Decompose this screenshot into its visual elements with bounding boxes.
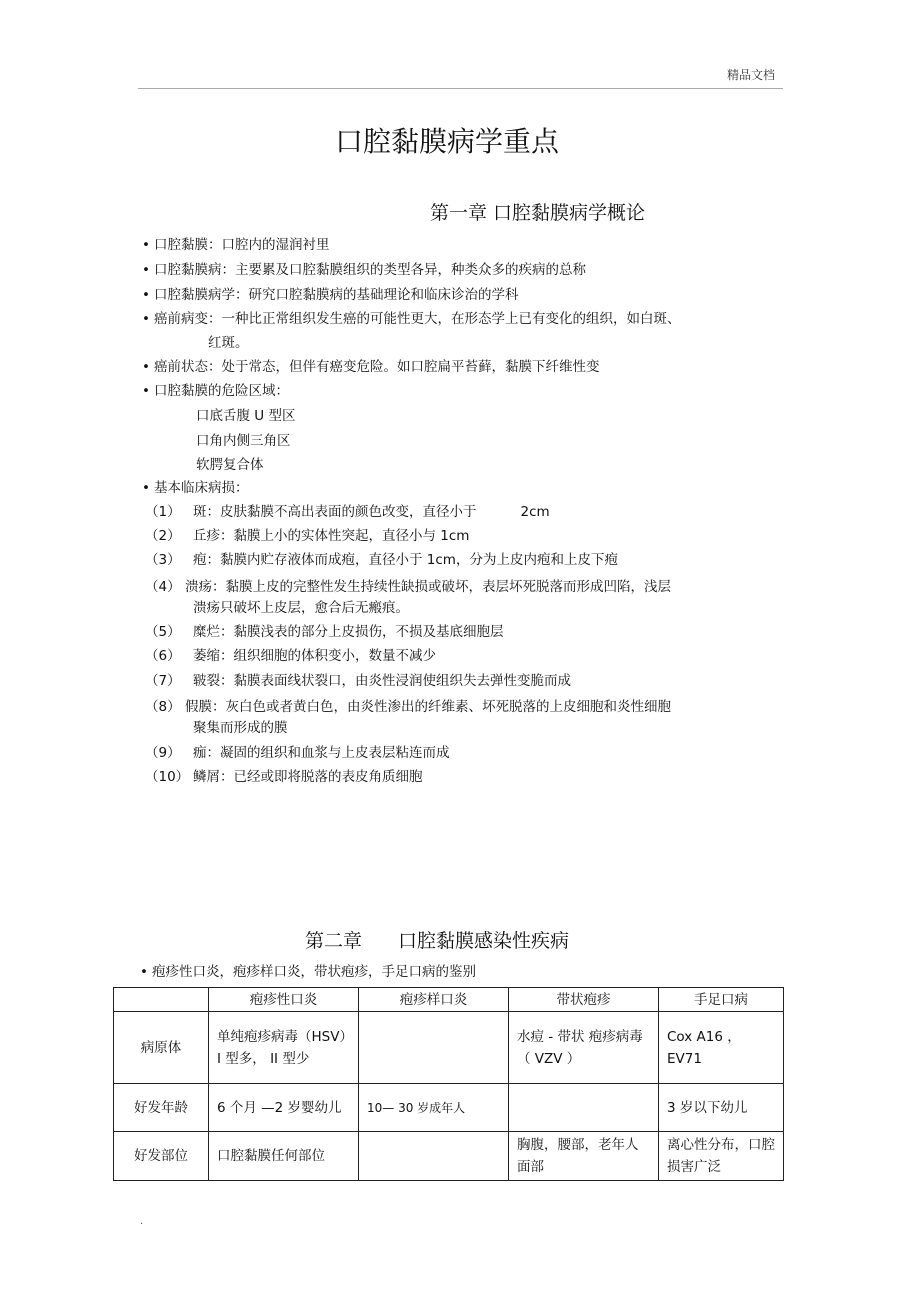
table-cell: 水痘 - 带状 疱疹病毒（ VZV ） <box>509 1012 659 1084</box>
bullet-icon: • <box>142 383 150 399</box>
list-item: • 基本临床病损： <box>142 480 249 496</box>
header-rule <box>138 88 783 89</box>
danger-zone-item: 口底舌腹 U 型区 <box>196 408 296 424</box>
table-header-row <box>114 988 784 1012</box>
footer-mark: . <box>140 1216 144 1227</box>
document-title: 口腔黏膜病学重点 <box>334 125 559 158</box>
table-header-cell: 疱疹样口炎 <box>359 988 509 1012</box>
comparison-table <box>113 987 784 1181</box>
bullet-icon: • <box>142 311 150 327</box>
table-header-cell <box>114 988 209 1012</box>
row-label: 好发部位 <box>114 1132 209 1181</box>
table-row <box>114 1012 784 1084</box>
list-item: • 口腔黏膜病：主要累及口腔黏膜组织的类型各异，种类众多的疾病的总称 <box>142 262 586 278</box>
list-item-continuation: 红斑。 <box>208 335 249 351</box>
row-label: 好发年龄 <box>114 1084 209 1132</box>
bullet-icon: • <box>142 287 150 303</box>
table-cell: 10— 30 岁成年人 <box>359 1084 509 1132</box>
lesion-item: （1） 斑：皮肤黏膜不高出表面的颜色改变，直径小于 2cm <box>145 504 550 520</box>
lesion-item-continuation: 聚集而形成的膜 <box>193 720 288 736</box>
table-cell: 离心性分布，口腔损害广泛 <box>659 1132 784 1181</box>
row-label: 病原体 <box>114 1012 209 1084</box>
lesion-item: （9） 痂：凝固的组织和血浆与上皮表层粘连而成 <box>145 745 450 761</box>
table-cell: 3 岁以下幼儿 <box>659 1084 784 1132</box>
lesion-item: （8） 假膜：灰白色或者黄白色，由炎性渗出的纤维素、坏死脱落的上皮细胞和炎性细胞 <box>145 699 671 715</box>
bullet-icon: • <box>142 359 150 375</box>
header-tag: 精品文档 <box>727 68 776 82</box>
chapter2-title: 第二章 口腔黏膜感染性疾病 <box>305 930 570 952</box>
table-cell: 口腔黏膜任何部位 <box>209 1132 359 1181</box>
table-cell: 6 个月 —2 岁婴幼儿 <box>209 1084 359 1132</box>
table-header-cell: 疱疹性口炎 <box>209 988 359 1012</box>
bullet-icon: • <box>140 964 148 980</box>
list-item: • 癌前状态：处于常态，但伴有癌变危险。如口腔扁平苔藓，黏膜下纤维性变 <box>142 359 600 375</box>
table-cell <box>359 1132 509 1181</box>
table-row <box>114 1132 784 1181</box>
chapter1-title: 第一章 口腔黏膜病学概论 <box>430 202 646 224</box>
list-item: • 口腔黏膜：口腔内的湿润衬里 <box>142 237 330 253</box>
table-cell <box>509 1084 659 1132</box>
list-item: • 口腔黏膜病学：研究口腔黏膜病的基础理论和临床诊治的学科 <box>142 287 519 303</box>
danger-zone-item: 口角内侧三角区 <box>196 433 291 449</box>
danger-zone-item: 软腭复合体 <box>196 457 264 473</box>
table-cell: Cox A16 ， EV71 <box>659 1012 784 1084</box>
lesion-item: （5） 糜烂：黏膜浅表的部分上皮损伤，不损及基底细胞层 <box>145 624 504 640</box>
table-cell: 单纯疱疹病毒（HSV）I 型多， II 型少 <box>209 1012 359 1084</box>
bullet-icon: • <box>142 262 150 278</box>
table-cell: 胸腹，腰部，老年人面部 <box>509 1132 659 1181</box>
table-header-cell: 带状疱疹 <box>509 988 659 1012</box>
table-row <box>114 1084 784 1132</box>
list-item: • 口腔黏膜的危险区域： <box>142 383 289 399</box>
table-header-cell: 手足口病 <box>659 988 784 1012</box>
bullet-icon: • <box>142 480 150 496</box>
lesion-item: （4） 溃疡：黏膜上皮的完整性发生持续性缺损或破坏，表层坏死脱落而形成凹陷，浅层 <box>145 579 671 595</box>
lesion-item: （2） 丘疹：黏膜上小的实体性突起，直径小与 1cm <box>145 528 470 544</box>
list-item: • 疱疹性口炎，疱疹样口炎，带状疱疹，手足口病的鉴别 <box>140 964 476 980</box>
lesion-item: （10） 鳞屑：已经或即将脱落的表皮角质细胞 <box>145 769 423 785</box>
lesion-item-continuation: 溃疡只破坏上皮层，愈合后无瘢痕。 <box>193 600 409 616</box>
list-item: • 癌前病变：一种比正常组织发生癌的可能性更大，在形态学上已有变化的组织，如白斑、 <box>142 311 681 327</box>
bullet-icon: • <box>142 237 150 253</box>
lesion-item: （7） 皲裂：黏膜表面线状裂口，由炎性浸润使组织失去弹性变脆而成 <box>145 673 571 689</box>
table-cell <box>359 1012 509 1084</box>
lesion-item: （3） 疱：黏膜内贮存液体而成疱，直径小于 1cm，分为上皮内疱和上皮下疱 <box>145 552 618 568</box>
lesion-item: （6） 萎缩：组织细胞的体积变小，数量不减少 <box>145 648 436 664</box>
